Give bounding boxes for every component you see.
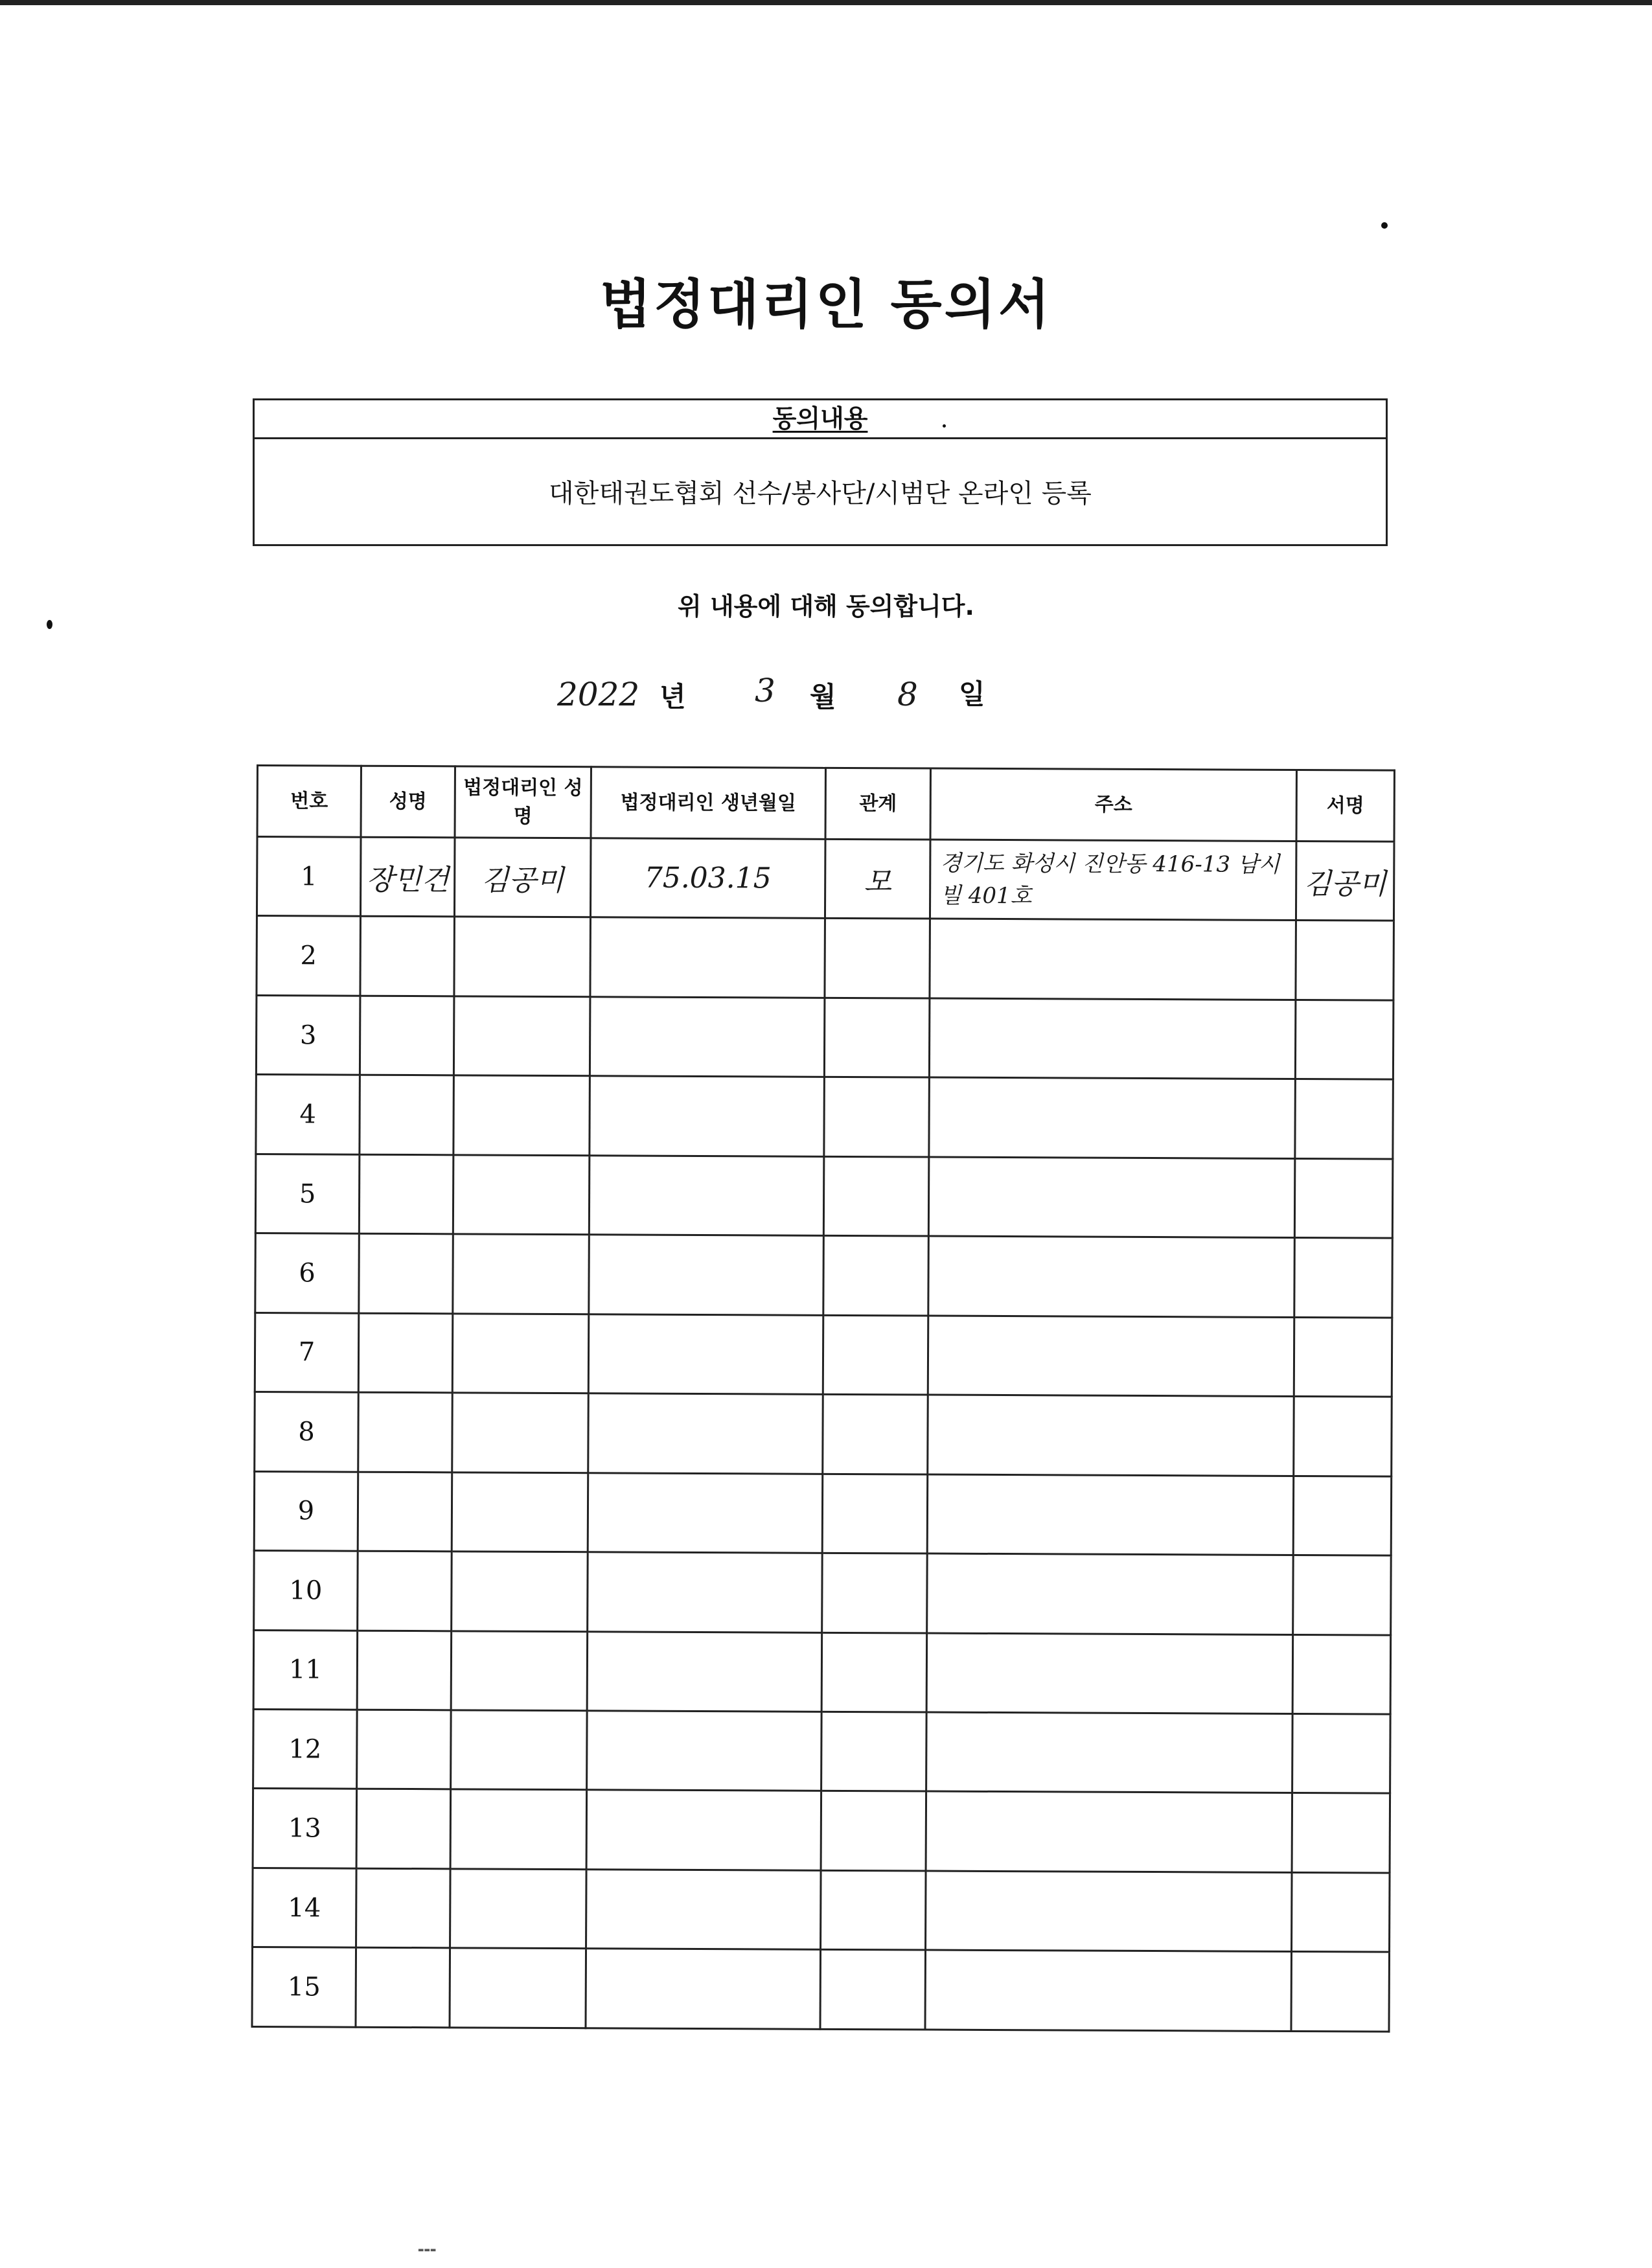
row-guardian-birthdate <box>589 1156 824 1236</box>
scan-footer-mark: ▬▬▬ <box>418 2247 437 2254</box>
header-name: 성명 <box>361 766 455 838</box>
row-guardian-birthdate <box>586 1790 821 1870</box>
row-guardian-name <box>451 1631 588 1710</box>
table-row <box>256 995 1394 1079</box>
row-guardian-birthdate <box>588 1472 823 1553</box>
row-relation <box>822 1474 928 1553</box>
row-signature <box>1293 1476 1392 1555</box>
row-relation <box>821 1791 926 1871</box>
row-guardian-name <box>453 1155 590 1235</box>
table-row <box>257 837 1394 921</box>
row-guardian-name <box>452 1314 589 1393</box>
row-address <box>929 1077 1296 1158</box>
row-name: 장민건 <box>360 837 455 917</box>
page-title: 법정대리인 동의서 <box>599 274 1053 336</box>
row-number: 11 <box>253 1630 358 1710</box>
row-number: 15 <box>252 1947 356 2027</box>
row-signature <box>1292 1872 1390 1952</box>
row-name <box>356 1868 451 1948</box>
consent-text: 대한태권도협회 선수/봉사단/시범단 온라인 등록 <box>549 479 1092 509</box>
row-name <box>358 1392 453 1472</box>
agreement-statement: 위 내용에 대해 동의합니다. <box>678 592 974 621</box>
row-guardian-birthdate: 75.03.15 <box>590 838 825 919</box>
table-row <box>252 1947 1390 2032</box>
date-day-unit: 일 <box>959 678 985 710</box>
row-number: 8 <box>255 1392 359 1472</box>
row-name <box>358 1551 452 1631</box>
date-line <box>0 670 1652 722</box>
table-row <box>255 1312 1392 1397</box>
table-row <box>254 1471 1392 1555</box>
row-guardian-birthdate <box>587 1631 822 1712</box>
row-number: 1 <box>257 837 361 917</box>
row-guardian-name: 김공미 <box>454 838 591 917</box>
row-number: 9 <box>254 1471 358 1551</box>
row-guardian-name <box>450 1869 587 1949</box>
row-relation <box>821 1870 926 1950</box>
row-address <box>927 1474 1294 1555</box>
row-relation <box>824 1077 930 1157</box>
row-signature <box>1292 1793 1390 1873</box>
date-year-unit: 년 <box>660 681 686 713</box>
row-relation <box>825 919 930 998</box>
row-guardian-birthdate <box>590 917 825 998</box>
row-guardian-name <box>453 996 590 1076</box>
row-address: 경기도 화성시 진안동 416-13 남시빌 401호 <box>930 840 1296 921</box>
table-row <box>253 1709 1391 1793</box>
row-relation <box>821 1632 927 1712</box>
row-address <box>930 919 1296 1000</box>
row-guardian-name <box>452 1552 588 1631</box>
row-relation <box>823 1236 929 1316</box>
row-number: 7 <box>255 1312 359 1392</box>
row-guardian-name <box>451 1710 588 1790</box>
row-name <box>357 1631 452 1710</box>
scan-speck <box>1381 222 1388 229</box>
date-month-unit: 월 <box>810 681 836 713</box>
table-row <box>255 1392 1392 1476</box>
table-row <box>253 1630 1391 1714</box>
row-guardian-name <box>450 1789 587 1869</box>
row-relation: 모 <box>825 839 930 919</box>
row-address <box>926 1712 1293 1793</box>
row-relation <box>823 1156 929 1236</box>
header-number: 번호 <box>257 766 361 838</box>
row-name <box>357 1710 452 1789</box>
row-name <box>360 917 455 996</box>
table-row <box>254 1551 1392 1635</box>
row-signature <box>1294 1158 1393 1238</box>
row-number: 3 <box>256 995 360 1075</box>
table-row <box>253 1868 1390 1952</box>
date-month: 3 <box>755 672 775 709</box>
row-guardian-name <box>453 1075 590 1155</box>
header-guardian-name: 법정대리인 성명 <box>455 766 591 838</box>
row-relation <box>821 1712 927 1791</box>
row-guardian-birthdate <box>589 1235 824 1315</box>
table-row <box>255 1154 1393 1238</box>
row-guardian-birthdate <box>588 1552 823 1632</box>
row-guardian-name <box>454 917 591 996</box>
table-body <box>252 837 1394 2032</box>
row-number: 5 <box>255 1154 360 1233</box>
consent-box <box>253 398 1388 546</box>
table-row <box>257 916 1394 1000</box>
row-guardian-birthdate <box>586 1870 821 1950</box>
row-address <box>927 1553 1294 1634</box>
row-number: 12 <box>253 1709 358 1789</box>
row-address <box>926 1791 1292 1872</box>
row-guardian-name <box>453 1234 590 1314</box>
row-name <box>360 996 454 1075</box>
table-row <box>256 1075 1394 1159</box>
consent-heading-text: 동의내용 <box>772 404 868 433</box>
row-relation <box>823 1394 928 1474</box>
row-number: 6 <box>255 1233 360 1313</box>
row-relation <box>820 1950 926 2030</box>
row-address <box>926 1871 1292 1952</box>
row-signature <box>1295 1000 1394 1079</box>
row-number: 2 <box>257 916 361 996</box>
row-name <box>360 1075 454 1155</box>
header-signature: 서명 <box>1296 770 1394 842</box>
row-signature <box>1295 1079 1394 1159</box>
row-number: 14 <box>253 1868 357 1947</box>
row-address <box>928 1157 1295 1238</box>
row-address <box>925 1950 1292 2031</box>
row-address <box>926 1633 1293 1714</box>
row-guardian-name <box>450 1948 586 2028</box>
row-name <box>356 1789 451 1869</box>
row-guardian-birthdate <box>588 1314 823 1394</box>
scan-top-edge <box>0 0 1652 5</box>
row-relation <box>822 1553 928 1632</box>
row-guardian-birthdate <box>587 1711 822 1791</box>
table-row <box>253 1789 1390 1873</box>
date-year: 2022 <box>557 676 640 713</box>
row-signature <box>1292 1713 1391 1793</box>
row-number: 10 <box>254 1551 358 1631</box>
row-number: 13 <box>253 1789 357 1868</box>
row-guardian-birthdate <box>588 1393 823 1474</box>
row-guardian-name <box>452 1393 589 1472</box>
date-day: 8 <box>897 676 918 713</box>
row-signature <box>1291 1952 1390 2032</box>
row-number: 4 <box>256 1075 360 1154</box>
header-relation: 관계 <box>825 768 930 840</box>
row-guardian-birthdate <box>590 1076 825 1156</box>
row-signature <box>1294 1317 1392 1397</box>
row-address <box>928 1395 1294 1476</box>
row-signature <box>1292 1634 1391 1714</box>
header-address: 주소 <box>930 768 1296 841</box>
row-name <box>358 1472 452 1552</box>
row-guardian-birthdate <box>586 1949 821 2029</box>
row-relation <box>823 1315 928 1395</box>
row-signature <box>1294 1397 1392 1476</box>
guardian-roster-table <box>251 764 1395 2033</box>
consent-heading <box>255 400 1386 439</box>
row-signature <box>1296 921 1394 1000</box>
header-guardian-birthdate: 법정대리인 생년월일 <box>591 767 825 840</box>
table-header-row <box>257 766 1394 842</box>
row-address <box>928 1316 1294 1397</box>
table-row <box>255 1233 1393 1318</box>
row-address <box>928 1236 1295 1317</box>
row-name <box>358 1313 453 1393</box>
row-name <box>356 1948 450 2028</box>
row-signature <box>1294 1238 1393 1318</box>
row-signature: 김공미 <box>1296 842 1394 921</box>
row-guardian-birthdate <box>590 997 825 1077</box>
row-name <box>359 1233 453 1313</box>
row-address <box>929 998 1296 1079</box>
row-signature <box>1293 1555 1392 1635</box>
row-guardian-name <box>452 1472 588 1552</box>
row-name <box>359 1154 453 1234</box>
row-relation <box>824 998 930 1077</box>
